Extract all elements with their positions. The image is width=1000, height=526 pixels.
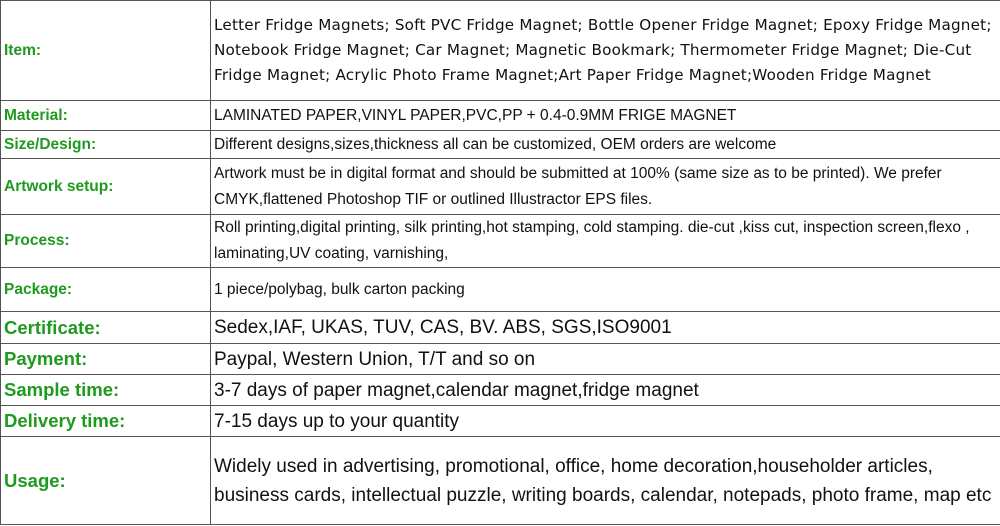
table-row-usage xyxy=(1,437,1000,525)
row-value-certificate: Sedex,IAF, UKAS, TUV, CAS, BV. ABS, SGS,ISO9001 xyxy=(211,312,1000,344)
row-label-process: Process: xyxy=(1,215,211,268)
table-row-artwork-setup xyxy=(1,159,1000,215)
row-value-package: 1 piece/polybag, bulk carton packing xyxy=(211,268,1000,312)
row-value-payment: Paypal, Western Union, T/T and so on xyxy=(211,344,1000,375)
row-value-artwork-setup: Artwork must be in digital format and should be submitted at 100% (same size as to be printed). We prefer CMYK,flattened Photoshop TIF or outlined Illustractor EPS files. xyxy=(211,159,1000,215)
table-row-item xyxy=(1,1,1000,101)
row-label-material: Material: xyxy=(1,101,211,131)
table-row-payment xyxy=(1,344,1000,375)
row-label-usage: Usage: xyxy=(1,437,211,525)
row-value-material: LAMINATED PAPER,VINYL PAPER,PVC,PP + 0.4-0.9MM FRIGE MAGNET xyxy=(211,101,1000,131)
table-row-process xyxy=(1,215,1000,268)
row-value-item: Letter Fridge Magnets; Soft PVC Fridge Magnet; Bottle Opener Fridge Magnet; Epoxy Fridge Magnet; Notebook Fridge Magnet; Car Magnet; Magnetic Bookmark; Thermometer Fridge Magnet; Die-Cut Fridge Magnet; Acrylic Photo Frame Magnet;Art Paper Fridge Magnet;Wooden Fridge Magnet xyxy=(211,1,1000,101)
row-value-delivery-time: 7-15 days up to your quantity xyxy=(211,406,1000,437)
row-label-delivery-time: Delivery time: xyxy=(1,406,211,437)
row-value-process: Roll printing,digital printing, silk printing,hot stamping, cold stamping. die-cut ,kiss cut, inspection screen,flexo , laminating,UV coating, varnishing, xyxy=(211,215,1000,268)
table-row-size-design xyxy=(1,131,1000,159)
row-label-sample-time: Sample time: xyxy=(1,375,211,406)
row-value-sample-time: 3-7 days of paper magnet,calendar magnet,fridge magnet xyxy=(211,375,1000,406)
row-label-certificate: Certificate: xyxy=(1,312,211,344)
row-value-usage: Widely used in advertising, promotional, office, home decoration,householder articles, business cards, intellectual puzzle, writing boards, calendar, notepads, photo frame, map etc xyxy=(211,437,1000,525)
row-label-size-design: Size/Design: xyxy=(1,131,211,159)
table-row-material xyxy=(1,101,1000,131)
row-label-artwork-setup: Artwork setup: xyxy=(1,159,211,215)
table-row-delivery-time xyxy=(1,406,1000,437)
table-row-package xyxy=(1,268,1000,312)
table-row-sample-time xyxy=(1,375,1000,406)
row-label-payment: Payment: xyxy=(1,344,211,375)
table-row-certificate xyxy=(1,312,1000,344)
row-value-size-design: Different designs,sizes,thickness all can be customized, OEM orders are welcome xyxy=(211,131,1000,159)
row-label-package: Package: xyxy=(1,268,211,312)
row-label-item: Item: xyxy=(1,1,211,101)
